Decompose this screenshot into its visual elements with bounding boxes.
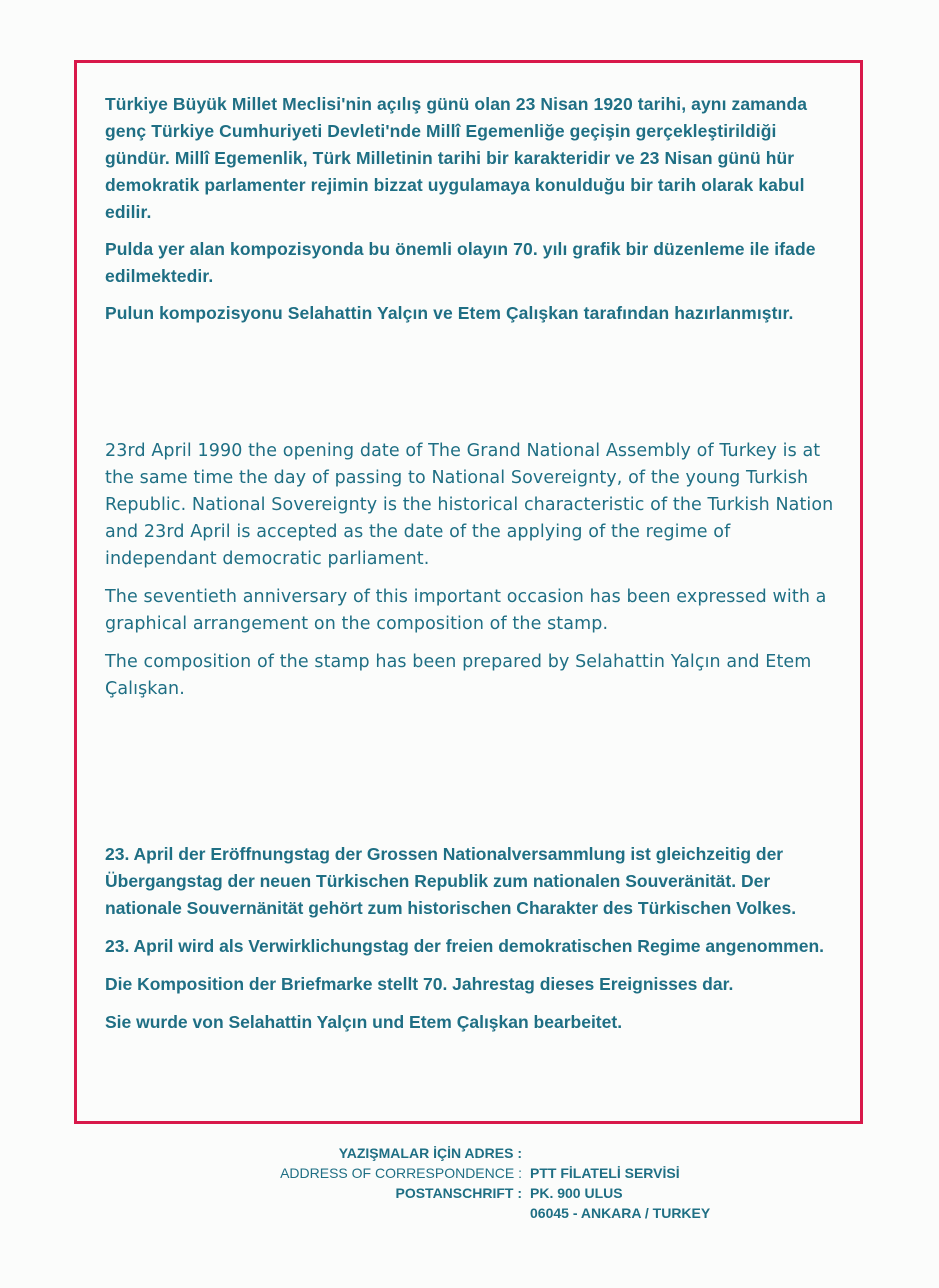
address-label-german: POSTANSCHRIFT : — [395, 1185, 522, 1201]
address-line-2: PK. 900 ULUS — [530, 1185, 623, 1201]
english-paragraph-1: 23rd April 1990 the opening date of The Grand National Assembly of Turkey is at the same time the day of passing to National Sovereignty, of the young Turkish Republic. National Sovereignty is the historical characteristic of the Turkish Nation and 23rd April is accepted as the date of the applying of the regime of independant democratic parliament. — [105, 441, 834, 569]
english-paragraph-3: The composition of the stamp has been prepared by Selahattin Yalçın and Etem Çalışkan. — [105, 652, 812, 699]
english-text-section — [105, 438, 837, 714]
german-paragraph-2: 23. April wird als Verwirklichungstag der freien demokratischen Regime angenommen. — [105, 936, 825, 956]
address-label-turkish: YAZIŞMALAR İÇİN ADRES : — [338, 1145, 522, 1161]
turkish-paragraph-3: Pulun kompozisyonu Selahattin Yalçın ve Etem Çalışkan tarafından hazırlanmıştır. — [105, 303, 794, 323]
address-line-3: 06045 - ANKARA / TURKEY — [530, 1205, 711, 1221]
turkish-paragraph-1: Türkiye Büyük Millet Meclisi'nin açılış günü olan 23 Nisan 1920 tarihi, aynı zamanda genç Türkiye Cumhuriyeti Devleti'nde Millî Egemenliğe geçişin gerçekleştirildiği gündür. Millî Egemenlik, Türk Milletinin tarihi bir karakteridir ve 23 Nisan günü hür demokratik parlamenter rejimin bizzat uygulamaya konulduğu bir tarih olarak kabul edilir. — [105, 94, 808, 222]
address-line-1: PTT FİLATELİ SERVİSİ — [530, 1165, 680, 1181]
english-paragraph-2: The seventieth anniversary of this important occasion has been expressed with a graphical arrangement on the composition of the stamp. — [105, 587, 827, 634]
german-paragraph-1: 23. April der Eröffnungstag der Grossen Nationalversammlung ist gleichzeitig der Übergangstag der neuen Türkischen Republik zum nationalen Souveränität. Der nationale Souvernänität gehört zum historischen Charakter des Türkischen Volkes. — [105, 844, 797, 918]
turkish-text-section — [105, 91, 837, 337]
german-text-section — [105, 841, 837, 1047]
turkish-paragraph-2: Pulda yer alan kompozisyonda bu önemli olayın 70. yılı grafik bir düzenleme ile ifade edilmektedir. — [105, 239, 816, 286]
address-labels — [280, 1143, 522, 1203]
german-paragraph-4: Sie wurde von Selahattin Yalçın und Etem Çalışkan bearbeitet. — [105, 1012, 623, 1032]
address-label-english: ADDRESS OF CORRESPONDENCE : — [280, 1165, 522, 1181]
german-paragraph-3: Die Komposition der Briefmarke stellt 70. Jahrestag dieses Ereignisses dar. — [105, 974, 734, 994]
address-block — [530, 1163, 710, 1223]
